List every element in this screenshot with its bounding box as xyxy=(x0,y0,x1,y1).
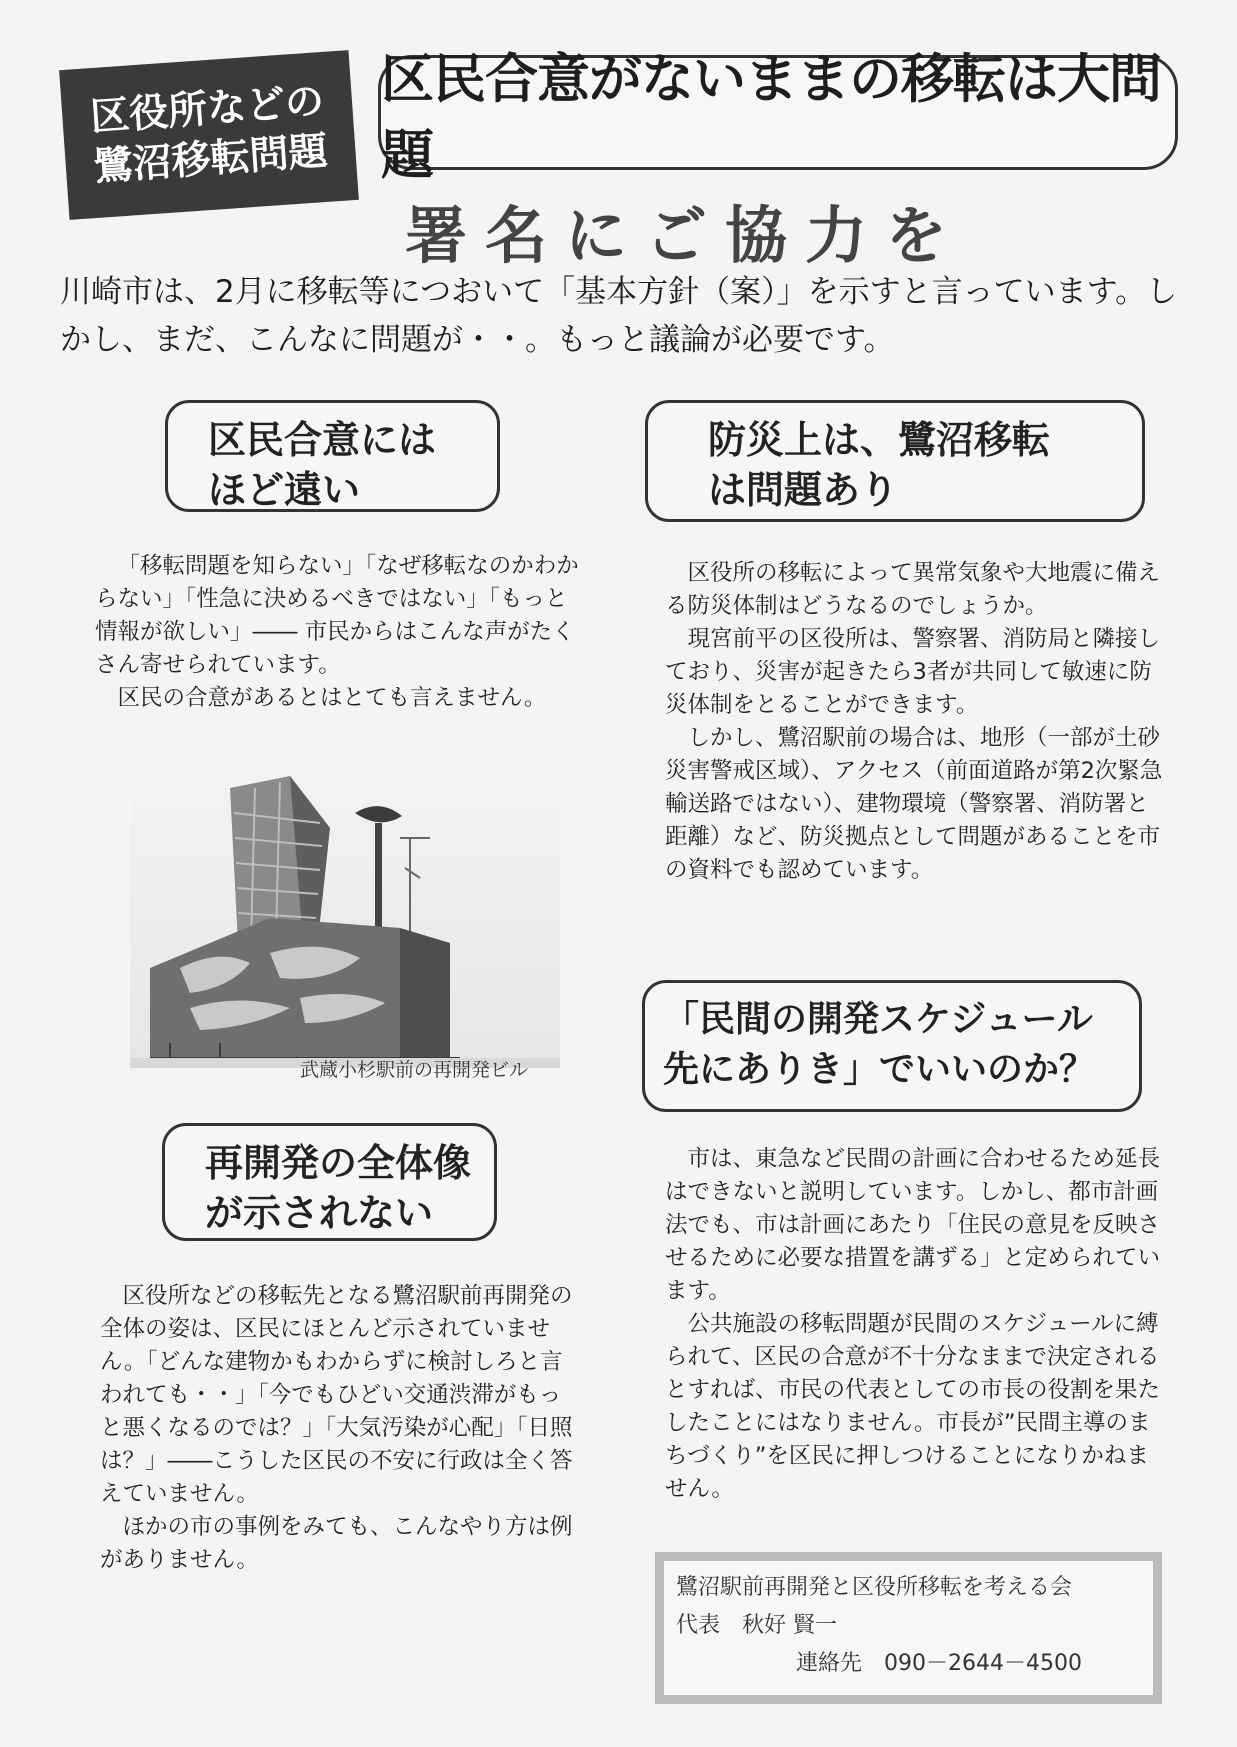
consensus-p2: 区民の合意があるとはとても言えません。 xyxy=(117,685,547,711)
intro-text: 川崎市は、2月に移転等につおいて「基本方針（案）」を示すと言っています。しかし、まだ、こんなに問題が・・。もっと議論が必要です。 xyxy=(60,274,1178,358)
heading-redevelopment-line2: が示されない xyxy=(205,1191,434,1235)
heading-disaster xyxy=(645,400,1145,522)
heading-disaster-line2: は問題あり xyxy=(708,468,899,512)
heading-consensus xyxy=(165,400,500,512)
heading-disaster-line1: 防災上は、鷺沼移転 xyxy=(708,418,1051,462)
heading-redevelopment-line1: 再開発の全体像 xyxy=(205,1141,472,1185)
topic-tag xyxy=(59,50,359,220)
contact-org: 鷺沼駅前再開発と区役所移転を考える会 xyxy=(676,1575,1073,1600)
consensus-body xyxy=(95,550,580,715)
heading-consensus-line2: ほど遠い xyxy=(208,468,361,512)
redevelopment-body xyxy=(100,1280,580,1577)
heading-schedule xyxy=(642,980,1142,1112)
schedule-body xyxy=(665,1143,1165,1506)
photo-caption: 武蔵小杉駅前の再開発ビル xyxy=(300,1059,529,1081)
contact-box xyxy=(655,1552,1162,1704)
heading-consensus-line1: 区民合意には xyxy=(208,418,437,462)
signature-request-title: 署名にご協力を xyxy=(405,198,966,272)
topic-tag-line2: 鷺沼移転問題 xyxy=(92,128,329,191)
disaster-p3: しかし、鷺沼駅前の場合は、地形（一部が土砂災害警戒区域）、アクセス（前面道路が第2次緊急輸送路ではない）、建物環境（警察署、消防署と距離）など、防災拠点として問題があることを市の資料でも認めています。 xyxy=(665,725,1163,883)
heading-schedule-line1: 「民間の開発スケジュール xyxy=(663,999,1093,1040)
consensus-p1: 「移転問題を知らない」「なぜ移転なのかわからない」「性急に決めるべきではない」「もっと情報が欲しい」―― 市民からはこんな声がたくさん寄せられています。 xyxy=(95,553,579,678)
schedule-p2: 公共施設の移転問題が民間のスケジュールに縛られて、区民の合意が不十分なままで決定されるとすれば、市民の代表としての市長の役割を果たしたことにはなりません。市長が”民間主導のまちづくり”を区民に押しつけることになりかねません。 xyxy=(665,1311,1161,1502)
contact-phone: 連絡先 090－2644－4500 xyxy=(796,1651,1082,1676)
headline: 区民合意がないままの移転は大問題 xyxy=(378,55,1178,170)
disaster-p2: 現宮前平の区役所は、警察署、消防局と隣接しており、災害が起きたら3者が共同して敏速に防災体制をとることができます。 xyxy=(665,626,1161,718)
disaster-p1: 区役所の移転によって異常気象や大地震に備える防災体制はどうなるのでしょうか。 xyxy=(665,560,1161,619)
topic-tag-line1: 区役所などの xyxy=(88,78,326,141)
disaster-body xyxy=(665,557,1165,887)
redevelopment-p2: ほかの市の事例をみても、こんなやり方は例がありません。 xyxy=(100,1514,573,1573)
heading-redevelopment xyxy=(162,1123,497,1241)
redevelopment-building-photo xyxy=(130,768,560,1068)
schedule-p1: 市は、東急など民間の計画に合わせるため延長はできないと説明しています。しかし、都市計画法でも、市は計画にあたり「住民の意見を反映させるために必要な措置を講ずる」と定められています。 xyxy=(665,1146,1161,1304)
redevelopment-p1: 区役所などの移転先となる鷺沼駅前再開発の全体の姿は、区民にほとんど示されていません。「どんな建物かもわからずに検討しろと言われても・・」「今でもひどい交通渋滞がもっと悪くなるのでは？」「大気汚染が心配」「日照は？」――こうした区民の不安に行政は全く答えていません。 xyxy=(100,1283,573,1507)
contact-representative: 代表 秋好 賢一 xyxy=(676,1613,837,1638)
heading-schedule-line2: 先にありき」でいいのか？ xyxy=(663,1049,1096,1090)
